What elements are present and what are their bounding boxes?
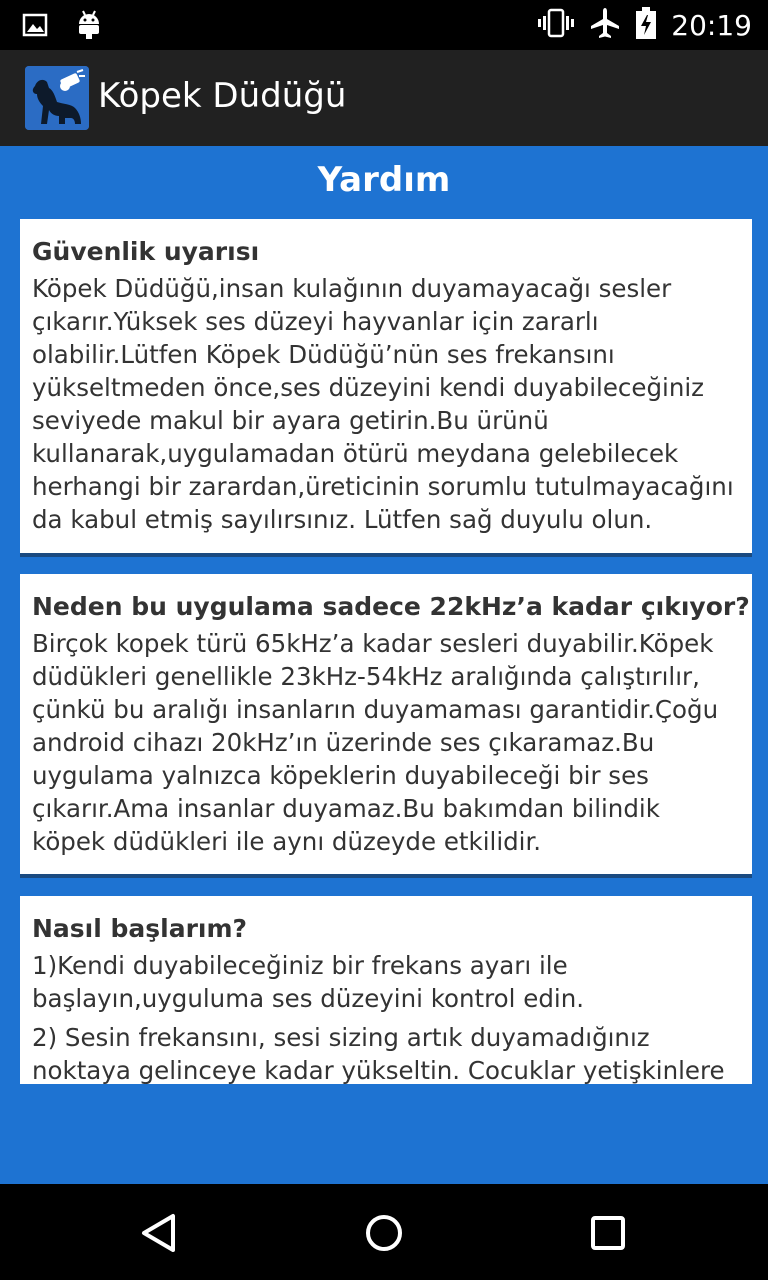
app-bar [0, 50, 768, 146]
card-body [32, 627, 740, 858]
card-title: Neden bu uygulama sadece 22kHz’a kadar çıkıyor? [32, 592, 750, 621]
dog-whistle-app-icon[interactable] [25, 66, 89, 130]
card-paragraph: Köpek Düdüğü,insan kulağının duyamayacağı sesler çıkarır.Yüksek ses düzeyi hayvanlar için zararlı olabilir.Lütfen Köpek Düdüğü’nün ses frekansını yükseltmeden önce,ses düzeyini kendi duyabileceğiniz seviyede makul bir ayara getirin.Bu ürünü kullanarak,uygulamadan ötürü meydana gelebilecek herhangi bir zarardan,üreticinin sorumlu tutulmayacağını da kabul etmiş sayılırsınız. Lütfen sağ duyulu olun. [32, 274, 734, 534]
navigation-bar [0, 1184, 768, 1280]
android-icon [76, 10, 102, 44]
help-scroll-area[interactable] [0, 218, 768, 1084]
app-title: Köpek Düdüğü [98, 76, 347, 116]
card-body [32, 949, 740, 1084]
card-paragraph: 2) Sesin frekansını, sesi sizing artık duyamadığınız noktaya gelinceye kadar yükseltin. Cocuklar yetişkinlere [32, 1023, 725, 1084]
help-content [0, 146, 768, 1184]
card-title: Güvenlik uyarısı [32, 237, 260, 266]
home-icon[interactable] [359, 1208, 409, 1258]
battery-charging-icon [635, 6, 657, 44]
recent-apps-icon[interactable] [583, 1208, 633, 1258]
getting-started-card [20, 896, 752, 1084]
status-bar [0, 0, 768, 50]
frequency-faq-card [20, 574, 752, 874]
image-icon [22, 13, 48, 41]
card-paragraph: 1)Kendi duyabileceğiniz bir frekans ayarı ile başlayın,uyguluma ses düzeyini kontrol edin. [32, 951, 585, 1013]
airplane-mode-icon [589, 7, 621, 43]
safety-warning-card [20, 219, 752, 553]
vibrate-icon [537, 8, 575, 42]
card-body [32, 272, 740, 536]
status-time: 20:19 [671, 8, 752, 42]
card-paragraph: Birçok kopek türü 65kHz’a kadar sesleri duyabilir.Köpek düdükleri genellikle 23kHz-54kHz aralığında çalıştırılır, çünkü bu aralığı insanların duyamaması garantidir.Çoğu android cihazı 20kHz’ın üzerinde ses çıkaramaz.Bu uygulama yalnızca köpeklerin duyabileceği bir ses çıkarır.Ama insanlar duyamaz.Bu bakımdan bilindik köpek düdükleri ile aynı düzeyde etkilidir. [32, 629, 719, 856]
page-title: Yardım [317, 160, 451, 200]
card-title: Nasıl başlarım? [32, 914, 248, 943]
back-icon[interactable] [136, 1208, 186, 1258]
